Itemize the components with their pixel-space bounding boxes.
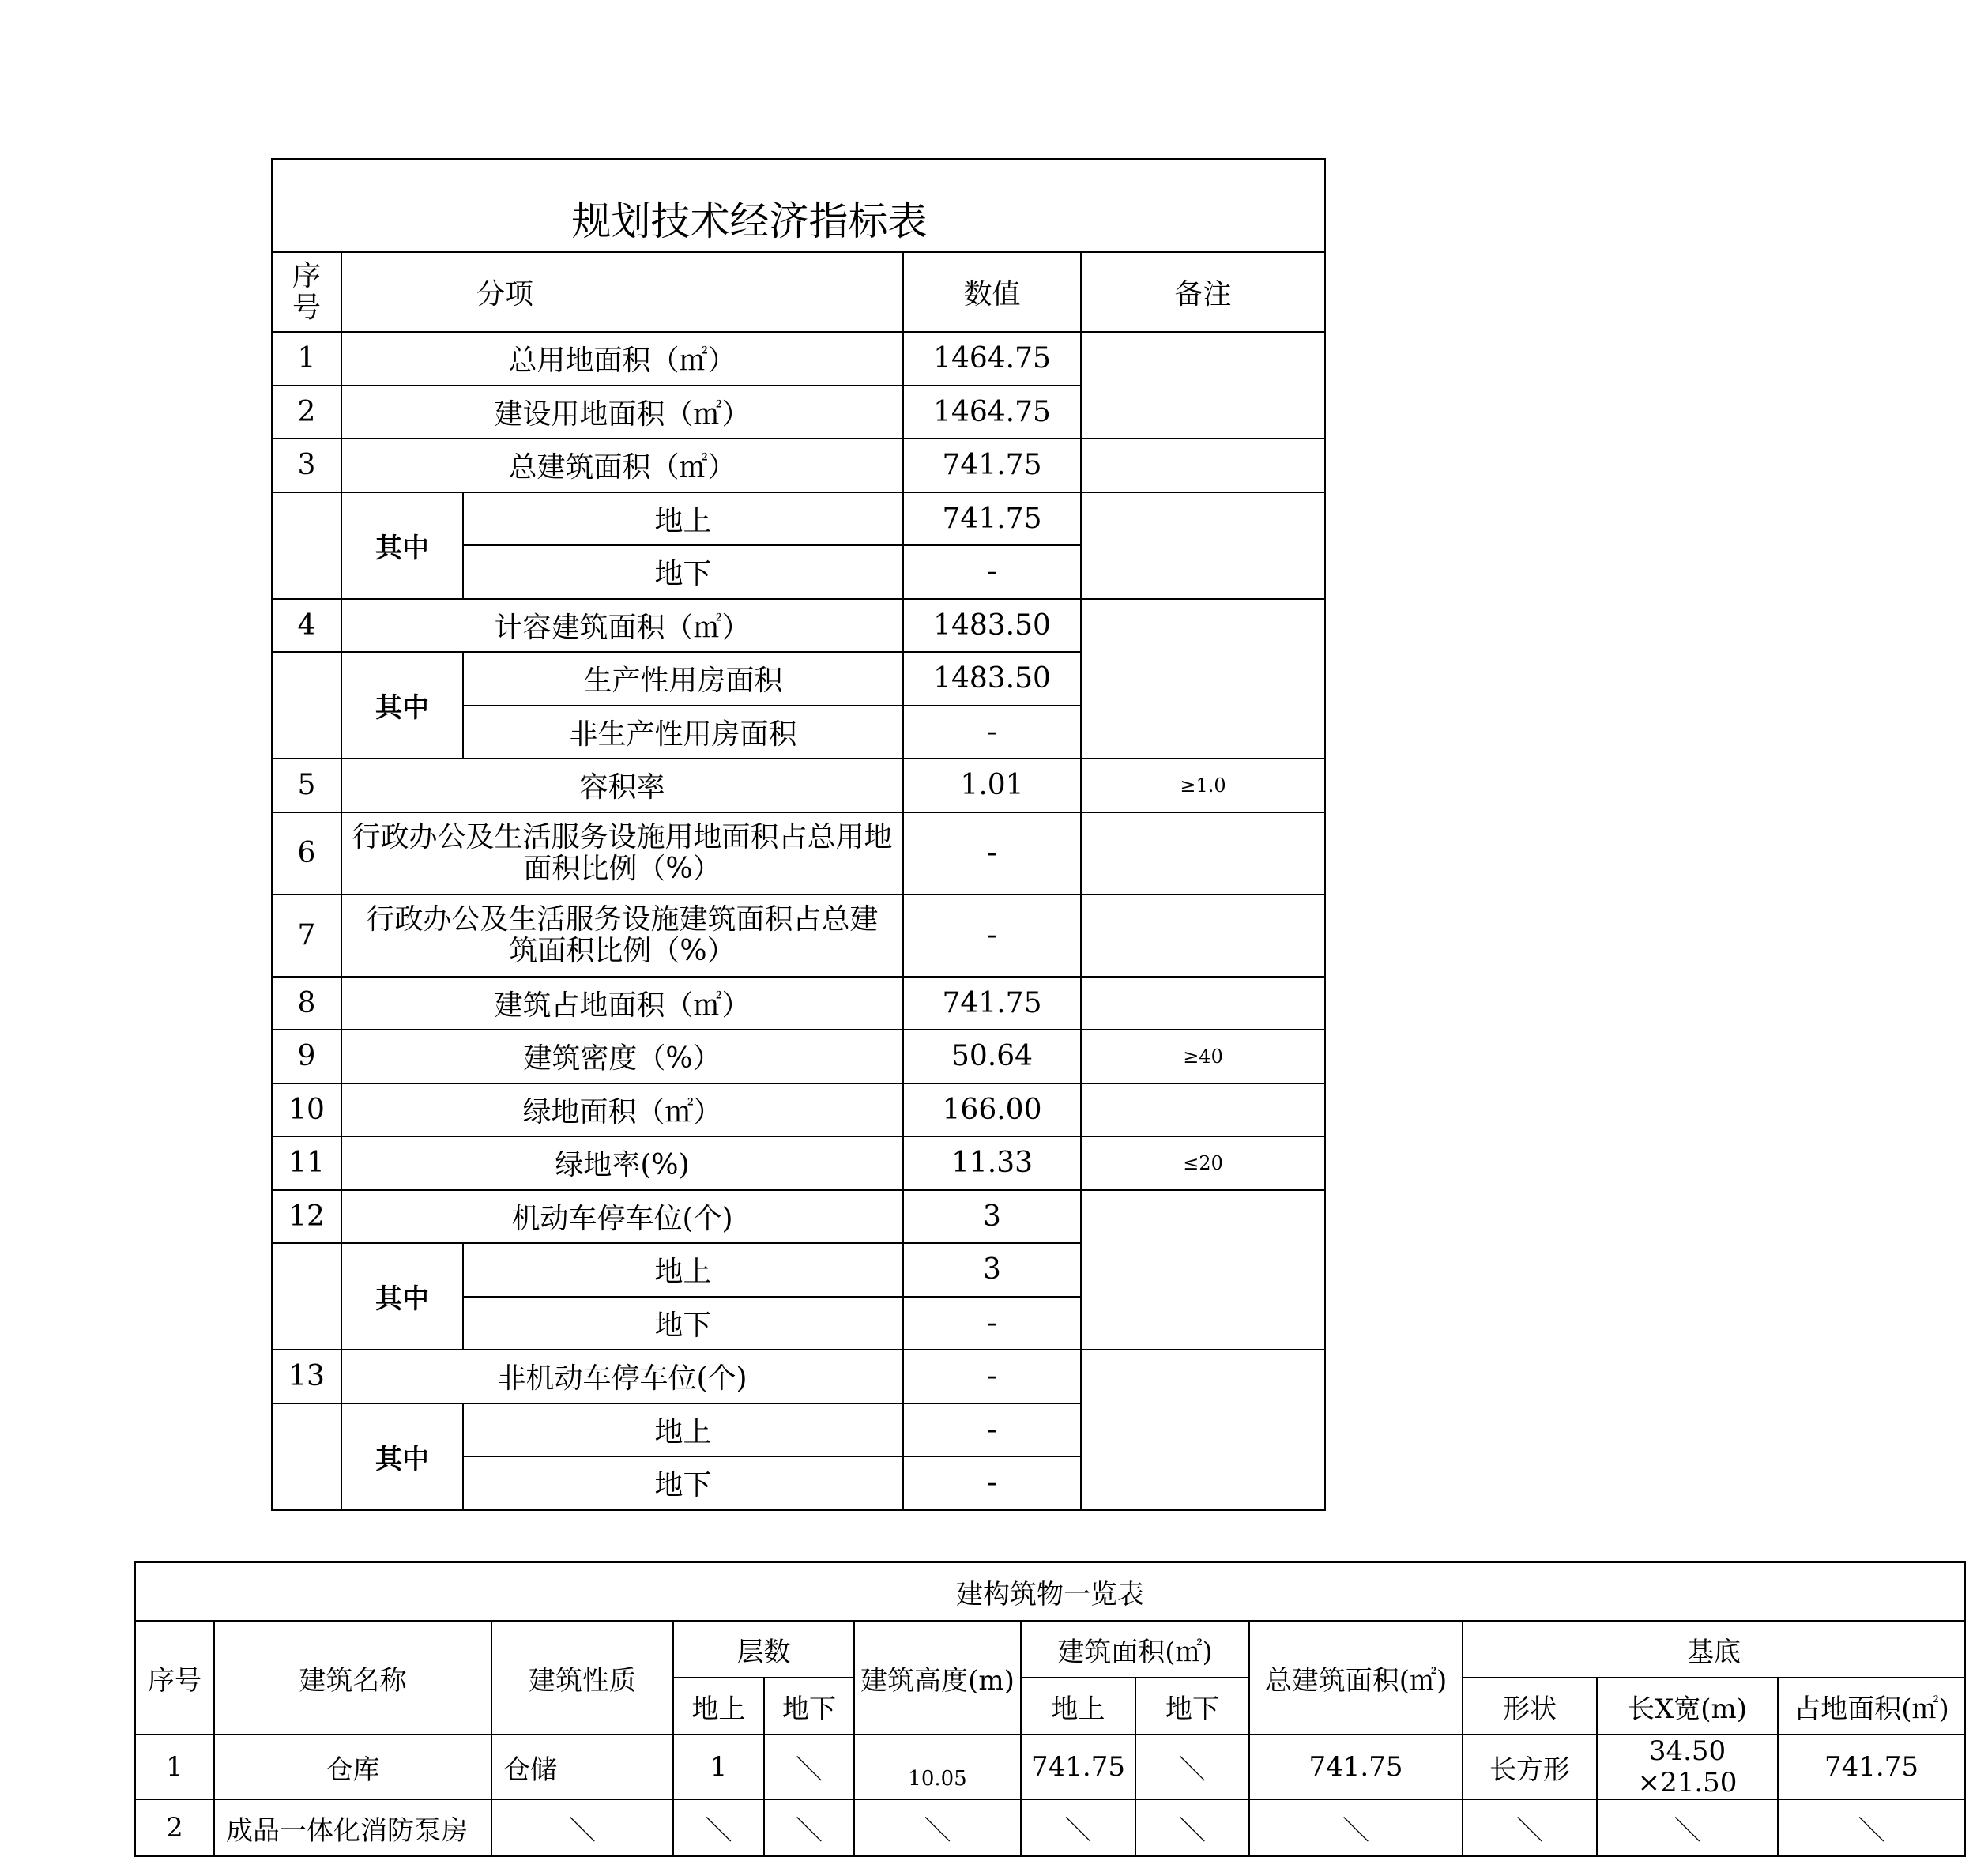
row-seq xyxy=(272,1243,341,1350)
row-value: - xyxy=(903,1297,1081,1350)
row-seq: 11 xyxy=(272,1136,341,1190)
row-value: - xyxy=(903,812,1081,895)
header-nature: 建筑性质 xyxy=(491,1621,673,1735)
row-seq: 7 xyxy=(272,895,341,977)
row-value: 1483.50 xyxy=(903,652,1081,706)
header-seq: 序 号 xyxy=(272,252,341,332)
row-value: 3 xyxy=(903,1243,1081,1297)
row-value: 3 xyxy=(903,1190,1081,1244)
row-item: 建筑占地面积（㎡） xyxy=(341,977,903,1030)
cell-shape: ＼ xyxy=(1463,1799,1597,1856)
row-item: 建筑密度（%） xyxy=(341,1030,903,1083)
row-item: 行政办公及生活服务设施建筑面积占总建筑面积比例（%） xyxy=(341,895,903,977)
table-title: 规划技术经济指标表 xyxy=(272,159,1325,252)
row-value: - xyxy=(903,1456,1081,1510)
cell-footprint: ＼ xyxy=(1778,1799,1965,1856)
cell-seq: 2 xyxy=(135,1799,214,1856)
row-seq: 10 xyxy=(272,1083,341,1137)
row-value: - xyxy=(903,1350,1081,1403)
header-floors: 层数 xyxy=(673,1621,854,1678)
header-footprint: 占地面积(㎡) xyxy=(1778,1678,1965,1735)
row-note: ≤20 xyxy=(1081,1136,1325,1190)
header-item: 分项 xyxy=(341,252,903,332)
cell-area-up: 741.75 xyxy=(1021,1735,1135,1799)
row-value: - xyxy=(903,706,1081,759)
row-item: 非机动车停车位(个) xyxy=(341,1350,903,1403)
row-note xyxy=(1081,492,1325,599)
row-value: 11.33 xyxy=(903,1136,1081,1190)
header-floors-up: 地上 xyxy=(673,1678,764,1735)
header-seq: 序号 xyxy=(135,1621,214,1735)
row-seq: 9 xyxy=(272,1030,341,1083)
row-note xyxy=(1081,895,1325,977)
subitem-label: 其中 xyxy=(341,1403,463,1510)
row-value: 50.64 xyxy=(903,1030,1081,1083)
row-note xyxy=(1081,1190,1325,1350)
row-value: 166.00 xyxy=(903,1083,1081,1137)
row-note xyxy=(1081,599,1325,759)
row-seq: 2 xyxy=(272,386,341,439)
cell-shape: 长方形 xyxy=(1463,1735,1597,1799)
row-seq: 13 xyxy=(272,1350,341,1403)
header-base: 基底 xyxy=(1463,1621,1965,1678)
cell-length-width: 34.50 ×21.50 xyxy=(1597,1735,1778,1799)
header-height: 建筑高度(m) xyxy=(854,1621,1021,1735)
row-value: - xyxy=(903,1403,1081,1457)
cell-total-area: 741.75 xyxy=(1249,1735,1463,1799)
row-item: 总建筑面积（㎡） xyxy=(341,439,903,492)
row-value: 1464.75 xyxy=(903,332,1081,386)
cell-total-area: ＼ xyxy=(1249,1799,1463,1856)
row-seq: 6 xyxy=(272,812,341,895)
row-value: 741.75 xyxy=(903,439,1081,492)
cell-name: 仓库 xyxy=(214,1735,491,1799)
row-seq xyxy=(272,492,341,599)
row-value: 1483.50 xyxy=(903,599,1081,653)
cell-area-down: ＼ xyxy=(1135,1735,1249,1799)
economic-indicators-table xyxy=(271,158,1326,1511)
cell-area-up: ＼ xyxy=(1021,1799,1135,1856)
header-area: 建筑面积(㎡) xyxy=(1021,1621,1249,1678)
cell-floors-up: ＼ xyxy=(673,1799,764,1856)
cell-height: ＼ xyxy=(854,1799,1021,1856)
buildings-table xyxy=(134,1561,1966,1857)
header-shape: 形状 xyxy=(1463,1678,1597,1735)
header-area-up: 地上 xyxy=(1021,1678,1135,1735)
subitem-label: 其中 xyxy=(341,1243,463,1350)
row-seq: 8 xyxy=(272,977,341,1030)
subitem-label: 其中 xyxy=(341,492,463,599)
row-item: 建设用地面积（㎡） xyxy=(341,386,903,439)
row-note xyxy=(1081,1083,1325,1137)
row-item: 绿地面积（㎡） xyxy=(341,1083,903,1137)
cell-nature: 仓储 xyxy=(491,1735,673,1799)
cell-floors-up: 1 xyxy=(673,1735,764,1799)
row-note xyxy=(1081,332,1325,439)
header-name: 建筑名称 xyxy=(214,1621,491,1735)
cell-area-down: ＼ xyxy=(1135,1799,1249,1856)
header-value: 数值 xyxy=(903,252,1081,332)
header-floors-down: 地下 xyxy=(764,1678,854,1735)
row-item: 地上 xyxy=(463,492,903,546)
row-note xyxy=(1081,812,1325,895)
table-caption: 建构筑物一览表 xyxy=(135,1562,1965,1621)
row-value: 1.01 xyxy=(903,759,1081,812)
row-note xyxy=(1081,1350,1325,1510)
header-total-area: 总建筑面积(㎡) xyxy=(1249,1621,1463,1735)
row-note: ≥1.0 xyxy=(1081,759,1325,812)
cell-nature: ＼ xyxy=(491,1799,673,1856)
cell-footprint: 741.75 xyxy=(1778,1735,1965,1799)
row-note: ≥40 xyxy=(1081,1030,1325,1083)
row-item: 地上 xyxy=(463,1403,903,1457)
row-item: 绿地率(%) xyxy=(341,1136,903,1190)
cell-seq: 1 xyxy=(135,1735,214,1799)
cell-floors-down: ＼ xyxy=(764,1799,854,1856)
row-item: 生产性用房面积 xyxy=(463,652,903,706)
row-item: 地下 xyxy=(463,1456,903,1510)
row-seq: 4 xyxy=(272,599,341,653)
cell-name: 成品一体化消防泵房 xyxy=(214,1799,491,1856)
cell-length-width: ＼ xyxy=(1597,1799,1778,1856)
row-item: 非生产性用房面积 xyxy=(463,706,903,759)
row-note xyxy=(1081,439,1325,492)
row-item: 机动车停车位(个) xyxy=(341,1190,903,1244)
header-area-down: 地下 xyxy=(1135,1678,1249,1735)
row-seq: 5 xyxy=(272,759,341,812)
row-value: 741.75 xyxy=(903,492,1081,546)
row-item: 总用地面积（㎡） xyxy=(341,332,903,386)
cell-floors-down: ＼ xyxy=(764,1735,854,1799)
row-seq xyxy=(272,652,341,759)
row-item: 计容建筑面积（㎡） xyxy=(341,599,903,653)
header-length-width: 长X宽(m) xyxy=(1597,1678,1778,1735)
row-note xyxy=(1081,977,1325,1030)
row-seq: 3 xyxy=(272,439,341,492)
row-value: - xyxy=(903,895,1081,977)
row-seq: 12 xyxy=(272,1190,341,1244)
header-note: 备注 xyxy=(1081,252,1325,332)
subitem-label: 其中 xyxy=(341,652,463,759)
row-seq xyxy=(272,1403,341,1510)
row-value: 741.75 xyxy=(903,977,1081,1030)
row-value: - xyxy=(903,545,1081,599)
row-item: 行政办公及生活服务设施用地面积占总用地面积比例（%） xyxy=(341,812,903,895)
cell-height: 10.05 xyxy=(854,1735,1021,1799)
row-item: 地下 xyxy=(463,545,903,599)
row-item: 容积率 xyxy=(341,759,903,812)
row-seq: 1 xyxy=(272,332,341,386)
row-value: 1464.75 xyxy=(903,386,1081,439)
row-item: 地上 xyxy=(463,1243,903,1297)
row-item: 地下 xyxy=(463,1297,903,1350)
